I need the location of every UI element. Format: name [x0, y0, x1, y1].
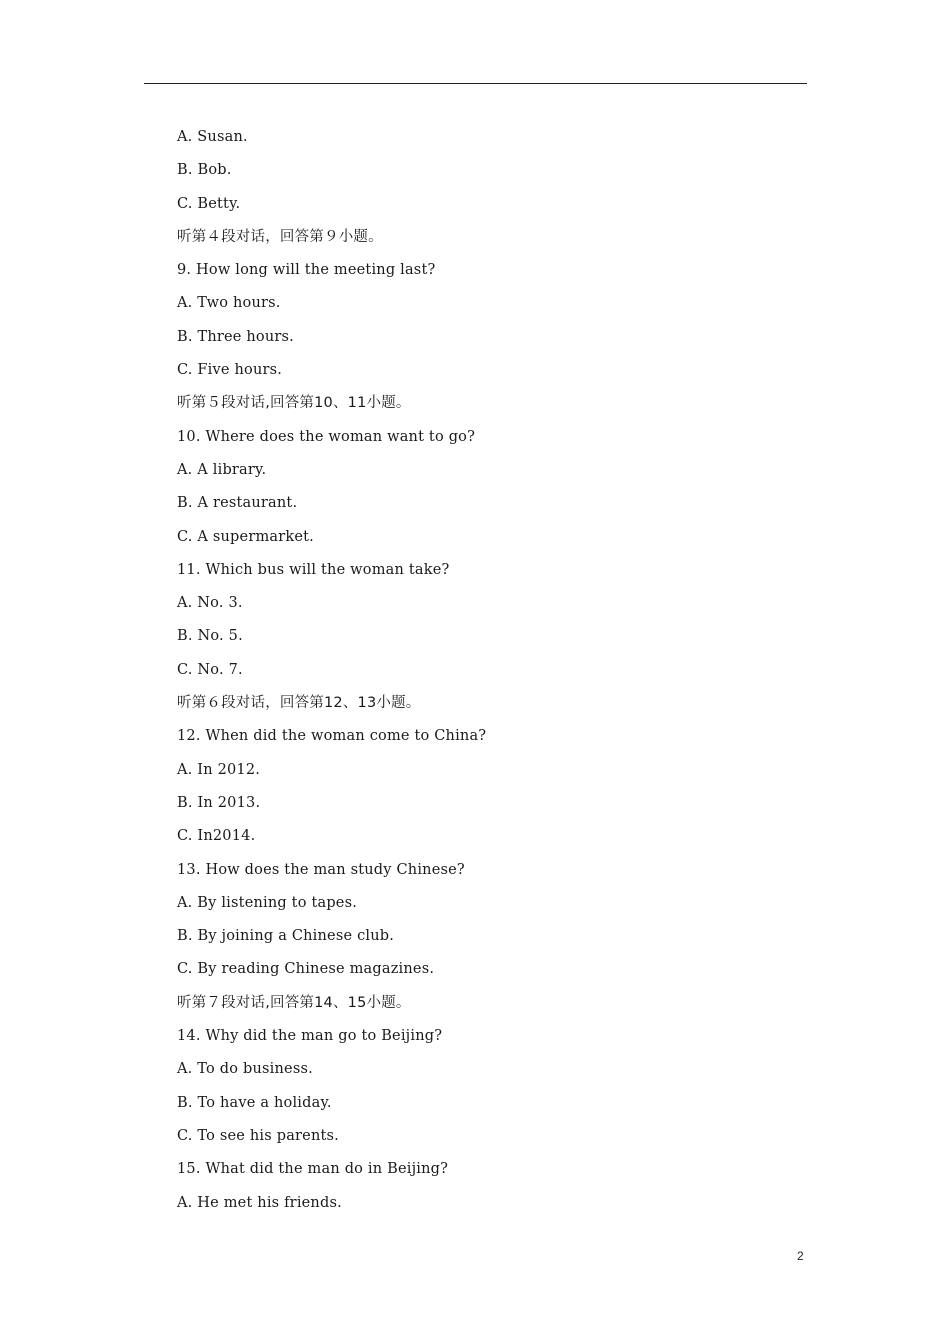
header-rule [144, 83, 807, 84]
answer-option: C. By reading Chinese magazines. [177, 961, 435, 978]
answer-option: A. No. 3. [177, 595, 243, 612]
answer-option: A. Two hours. [177, 295, 281, 312]
question-text: 12. When did the woman come to China? [177, 728, 487, 745]
section-heading: 听第５段对话,回答第10、11小题。 [177, 395, 411, 412]
answer-option: A. By listening to tapes. [177, 894, 358, 911]
question-text: 14. Why did the man go to Beijing? [177, 1028, 443, 1045]
section-heading: 听第７段对话,回答第14、15小题。 [177, 994, 411, 1011]
question-text: 13. How does the man study Chinese? [177, 861, 465, 878]
answer-option: A. A library. [177, 461, 267, 478]
answer-option: B. To have a holiday. [177, 1094, 332, 1111]
document-body [177, 125, 817, 1224]
answer-option: A. He met his friends. [177, 1194, 342, 1211]
answer-option: B. Three hours. [177, 328, 294, 345]
answer-option: B. Bob. [177, 162, 232, 179]
answer-option: C. Five hours. [177, 362, 283, 379]
answer-option: C. To see his parents. [177, 1127, 339, 1144]
answer-option: B. In 2013. [177, 794, 261, 811]
page-number: 2 [797, 1249, 804, 1263]
answer-option: B. By joining a Chinese club. [177, 928, 395, 945]
answer-option: C. Betty. [177, 195, 241, 212]
answer-option: A. To do business. [177, 1061, 313, 1078]
answer-option: C. No. 7. [177, 661, 243, 678]
question-text: 9. How long will the meeting last? [177, 262, 436, 279]
answer-option: A. Susan. [177, 129, 248, 145]
answer-option: B. No. 5. [177, 628, 243, 645]
answer-option: C. A supermarket. [177, 528, 314, 545]
answer-option: C. In2014. [177, 828, 256, 845]
section-heading: 听第６段对话，回答第12、13小题。 [177, 695, 421, 712]
question-text: 11. Which bus will the woman take? [177, 561, 450, 578]
section-heading: 听第４段对话，回答第９小题。 [177, 228, 383, 245]
answer-option: A. In 2012. [177, 761, 261, 778]
answer-option: B. A restaurant. [177, 495, 298, 512]
question-text: 15. What did the man do in Beijing? [177, 1161, 449, 1178]
question-text: 10. Where does the woman want to go? [177, 428, 476, 445]
